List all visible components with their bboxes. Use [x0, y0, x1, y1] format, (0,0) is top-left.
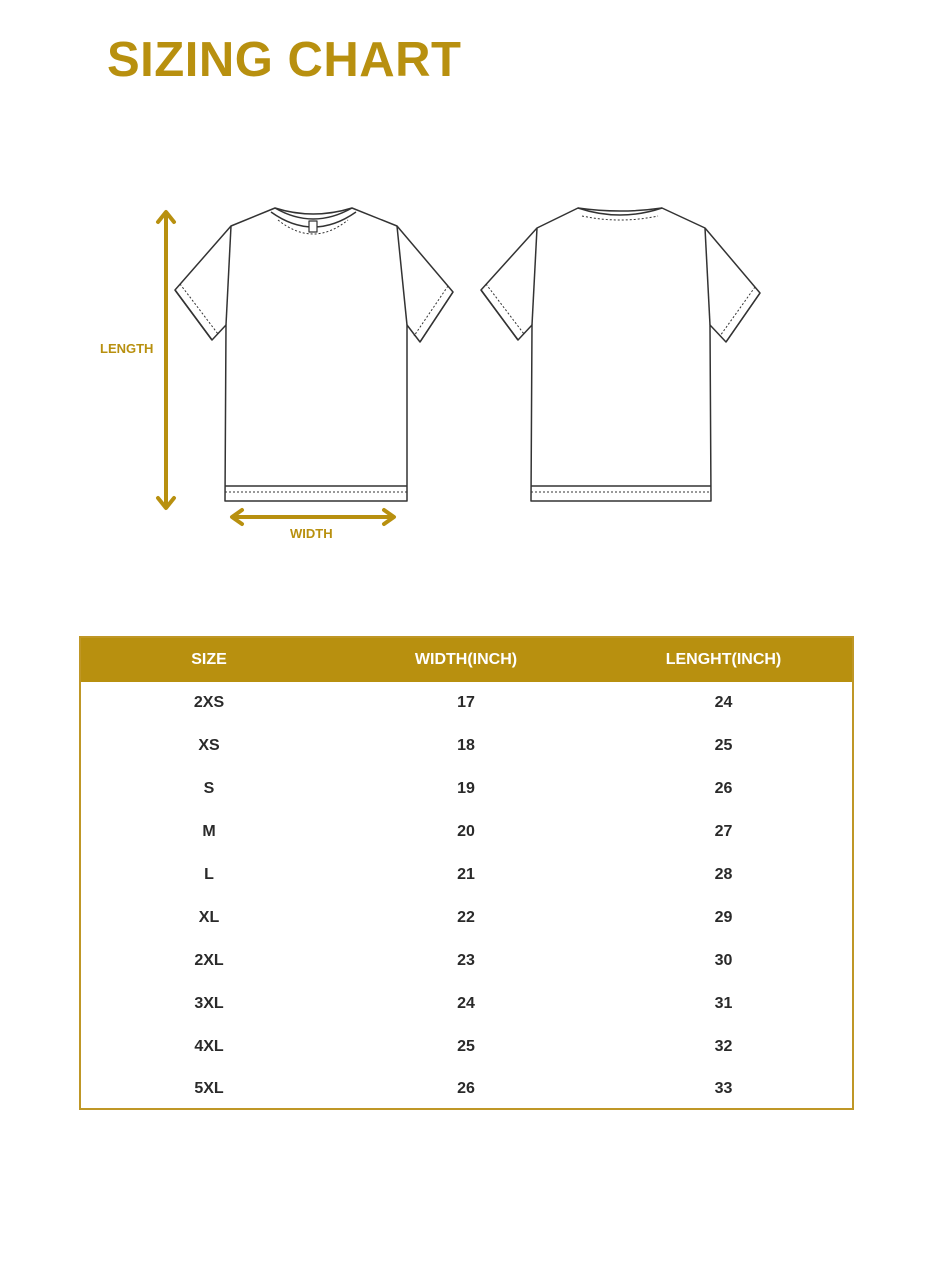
cell-size: 2XL: [194, 951, 224, 969]
table-row: [81, 682, 852, 725]
table-row: [81, 939, 852, 982]
width-arrow-icon: [232, 510, 394, 524]
table-row: [81, 768, 852, 811]
cell-width: 21: [457, 866, 475, 883]
cell-length: 33: [714, 1080, 733, 1098]
cell-size: M: [202, 823, 216, 841]
cell-length: 29: [714, 908, 733, 926]
tshirt-diagram: [0, 190, 935, 560]
cell-size: 4XL: [194, 1037, 224, 1055]
cell-width: 18: [457, 737, 475, 755]
cell-size: 2XS: [193, 694, 225, 712]
cell-length: 27: [714, 823, 733, 841]
cell-length: 26: [714, 780, 733, 798]
page-title: SIZING CHART: [107, 33, 462, 87]
header-length: LENGHT(INCH): [665, 651, 782, 668]
cell-size: S: [203, 780, 215, 798]
cell-width: 19: [457, 780, 475, 798]
cell-length: 25: [714, 737, 733, 755]
cell-width: 25: [457, 1037, 475, 1055]
length-label: LENGTH: [100, 341, 154, 356]
cell-width: 23: [457, 951, 475, 969]
cell-width: 20: [457, 823, 475, 841]
tshirt-illustration: [0, 190, 935, 560]
length-arrow-icon: [158, 212, 174, 508]
cell-width: 17: [457, 694, 475, 712]
table-row: [81, 725, 852, 768]
cell-length: 31: [714, 994, 733, 1012]
cell-length: 24: [714, 694, 733, 712]
cell-length: 30: [714, 951, 733, 969]
table-row: [81, 982, 852, 1025]
cell-size: L: [204, 866, 214, 883]
tshirt-front-icon: [175, 208, 453, 501]
table-row: [81, 1068, 852, 1111]
cell-width: 26: [457, 1080, 475, 1098]
tshirt-back-icon: [481, 208, 760, 501]
table-body: [81, 682, 852, 1111]
cell-size: 3XL: [194, 994, 224, 1012]
table-row: [81, 1025, 852, 1068]
cell-width: 24: [457, 994, 475, 1012]
cell-size: XS: [198, 737, 220, 755]
table-header: [81, 638, 852, 682]
cell-size: 5XL: [194, 1080, 224, 1098]
table-row: [81, 896, 852, 939]
table-row: [81, 854, 852, 897]
cell-length: 28: [714, 866, 733, 883]
cell-size: XL: [198, 908, 220, 926]
table-row: [81, 811, 852, 854]
header-size: SIZE: [191, 651, 227, 668]
header-width: WIDTH(INCH): [414, 651, 518, 668]
cell-length: 32: [714, 1037, 733, 1055]
size-table: [79, 636, 854, 1110]
cell-width: 22: [457, 908, 475, 926]
width-label: WIDTH: [290, 526, 333, 541]
